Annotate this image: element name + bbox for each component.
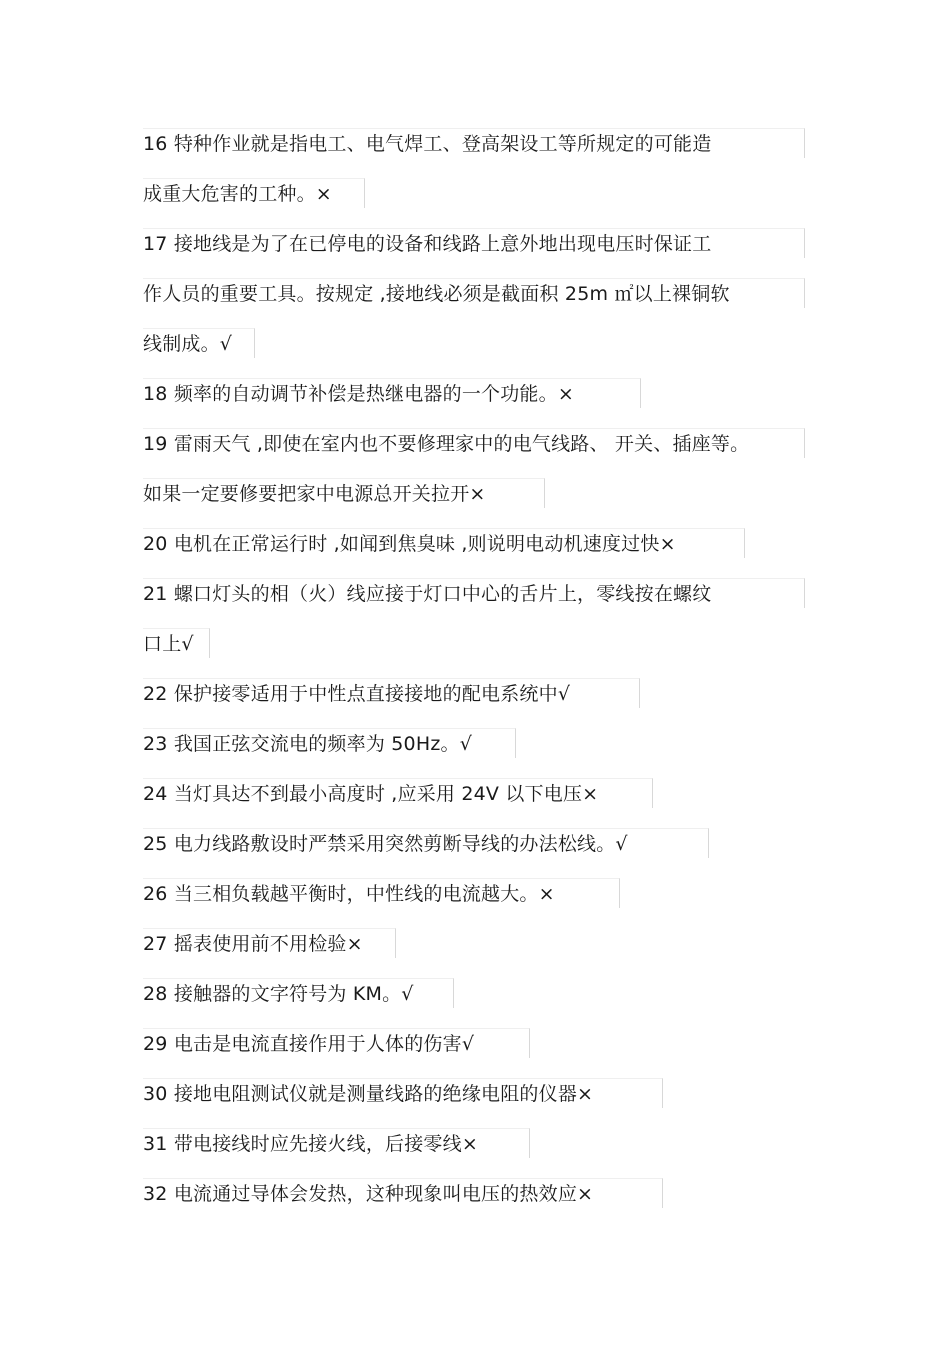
text-line-11: 口上√ [143,628,210,658]
text-line-14: 24 当灯具达不到最小高度时 ,应采用 24V 以下电压× [143,778,653,808]
text-line-5: 线制成。√ [143,328,255,358]
text-line-20: 30 接地电阻测试仪就是测量线路的绝缘电阻的仪器× [143,1078,663,1108]
text-line-12: 22 保护接零适用于中性点直接接地的配电系统中√ [143,678,640,708]
text-line-3: 17 接地线是为了在已停电的设备和线路上意外地出现电压时保证工 [143,228,805,258]
text-line-10: 21 螺口灯头的相（火）线应接于灯口中心的舌片上，零线按在螺纹 [143,578,805,608]
text-line-16: 26 当三相负载越平衡时，中性线的电流越大。× [143,878,620,908]
text-line-8: 如果一定要修要把家中电源总开关拉开× [143,478,545,508]
text-line-15: 25 电力线路敷设时严禁采用突然剪断导线的办法松线。√ [143,828,709,858]
text-line-17: 27 摇表使用前不用检验× [143,928,396,958]
text-line-1: 16 特种作业就是指电工、电气焊工、登高架设工等所规定的可能造 [143,128,805,158]
text-line-9: 20 电机在正常运行时 ,如闻到焦臭味 ,则说明电动机速度过快× [143,528,745,558]
text-line-13: 23 我国正弦交流电的频率为 50Hz。√ [143,728,516,758]
text-line-19: 29 电击是电流直接作用于人体的伤害√ [143,1028,530,1058]
text-line-18: 28 接触器的文字符号为 KM。√ [143,978,454,1008]
text-line-2: 成重大危害的工种。× [143,178,365,208]
text-line-4: 作人员的重要工具。按规定 ,接地线必须是截面积 25m ㎡以上裸铜软 [143,278,805,308]
text-line-22: 32 电流通过导体会发热，这种现象叫电压的热效应× [143,1178,663,1208]
text-line-6: 18 频率的自动调节补偿是热继电器的一个功能。× [143,378,641,408]
text-line-21: 31 带电接线时应先接火线，后接零线× [143,1128,530,1158]
text-line-7: 19 雷雨天气 ,即使在室内也不要修理家中的电气线路、 开关、插座等。 [143,428,805,458]
